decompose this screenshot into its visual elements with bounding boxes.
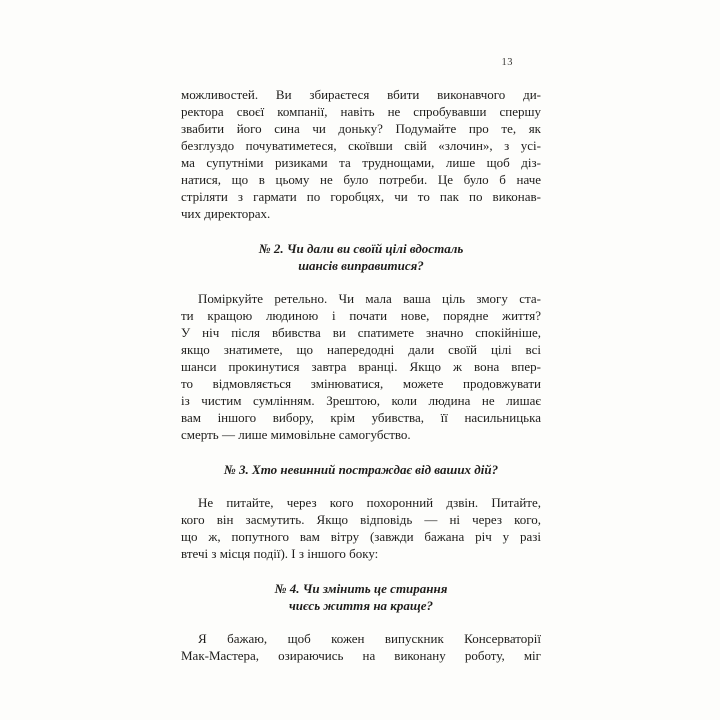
section-heading	[181, 580, 541, 614]
section-heading	[181, 240, 541, 274]
text-line: шанси прокинутися завтра вранці. Якщо ж вона впер-	[181, 359, 541, 374]
text-line: то відмовляється змінюватися, можете продовжувати	[181, 376, 541, 391]
text-line: ректора своєї компанії, навіть не спробувавши спершу	[181, 104, 541, 119]
text-line: вам іншого вибору, крім убивства, її насильницька	[181, 410, 541, 425]
text-line: смерть — лише мимовільне самогубство.	[181, 427, 411, 442]
text-line: № 2. Чи дали ви своїй цілі вдосталь	[258, 241, 464, 256]
paragraph	[181, 290, 541, 443]
paragraph	[181, 494, 541, 562]
text-line: Я бажаю, щоб кожен випускник Консерваторії	[198, 631, 541, 646]
text-line: ма супутніми ризиками та труднощами, лише щоб діз-	[181, 155, 541, 170]
text-line: із чистим сумлінням. Зрештою, коли людина не лишає	[181, 393, 541, 408]
page-number: 13	[501, 57, 513, 68]
section-heading	[181, 461, 541, 478]
text-line: У ніч після вбивства ви спатимете значно спокійніше,	[181, 325, 541, 340]
text-line: кого він засмутить. Якщо відповідь — ні через кого,	[181, 512, 541, 527]
text-line: чих директорах.	[181, 206, 271, 221]
paragraph	[181, 630, 541, 664]
text-line: № 4. Чи змінить це стирання	[274, 581, 448, 596]
text-line: що ж, попутного вам вітру (завжди бажана річ у разі	[181, 529, 541, 544]
text-line: якщо знатимете, що напередодні дали своїй цілі всі	[181, 342, 541, 357]
text-line: чиєсь життя на краще?	[288, 598, 433, 613]
text-line: звабити його сина чи доньку? Подумайте про те, як	[181, 121, 541, 136]
text-line: можливостей. Ви збираєтеся вбити виконавчого ди-	[181, 87, 541, 102]
text-line: безглуздо почуватиметеся, скоївши свій «злочин», з усі-	[181, 138, 541, 153]
text-line: Поміркуйте ретельно. Чи мала ваша ціль змогу ста-	[198, 291, 541, 306]
text-line: стріляти з гармати по горобцях, чи то пак по виконав-	[181, 189, 541, 204]
text-line: шансів виправитися?	[298, 258, 424, 273]
text-line: втечі з місця події). І з іншого боку:	[181, 546, 379, 561]
paragraph	[181, 86, 541, 222]
text-line: № 3. Хто невинний постраждає від ваших дій?	[223, 462, 499, 477]
text-line: Мак-Мастера, озираючись на виконану роботу, міг	[181, 648, 541, 663]
page-body	[181, 86, 541, 664]
text-line: Не питайте, через кого похоронний дзвін. Питайте,	[198, 495, 541, 510]
text-line: натися, що в цьому не було потреби. Це було б наче	[181, 172, 541, 187]
text-line: ти кращою людиною і почати нове, порядне життя?	[181, 308, 541, 323]
